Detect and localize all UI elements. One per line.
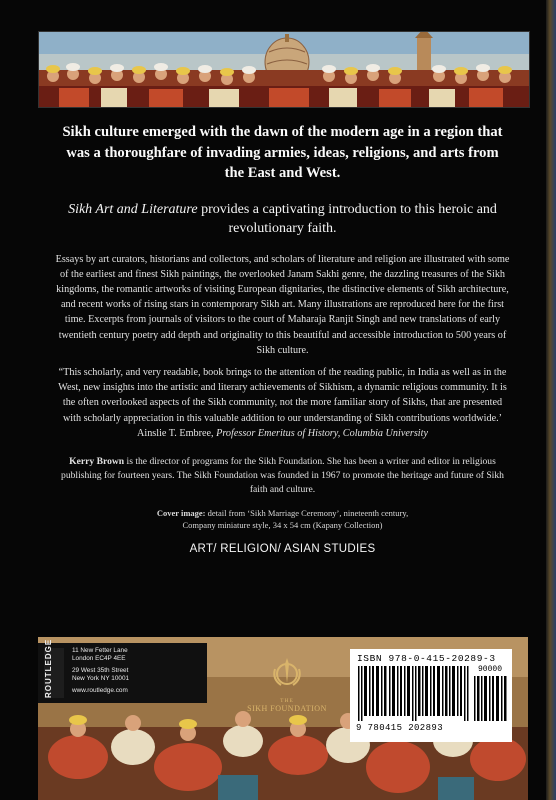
address-uk-line2: London EC4P 4EE [72,655,126,662]
price-barcode-bars [474,676,508,721]
routledge-logo: ROUTLEDGE [44,648,64,698]
lead-paragraph: Sikh culture emerged with the dawn of the modern age in a region that was a thoroughfare of invading armies, ideas, religions, and arts from the East and West. [62,124,503,181]
author-bio-text: is the director of programs for the Sikh Foundation. She has been a writer and editor in religious publishing for fourteen years. The Sikh Foundation was founded in 1967 to promote the heritage and future of Sikh faith and culture. [61,455,504,495]
intro-rest: provides a captivating introduction to this heroic and revolutionary faith. [197,201,497,236]
reviewer-title: Professor Emeritus of History, Columbia University [216,427,428,439]
barcode-digits: 9 780415 202893 [356,723,444,733]
sikh-foundation-logo [246,655,328,713]
address-uk-line1: 11 New Fetter Lane [72,647,128,654]
publisher-imprint [38,638,207,703]
price-code: 90000 [478,665,503,674]
publisher-website: www.routledge.com [72,687,128,694]
top-painting-detail [38,31,530,108]
spine-edge [546,0,556,800]
description-paragraph: Essays by art curators, historians and collectors, and scholars of literature and religion are illustrated with some of the earliest and finest Sikh paintings, the overlooked Janam Sakhi genre, the dazzling treasures of the Sikh kingdoms, the romantic artworks of visiting European dignitaries, the distinctive elements of Sikh architecture, and recent works of rising stars in contemporary Sikh art. Many illustrations are reproduced here for the first time. Excerpts from journals of visitors to the court of Maharaja Ranjit Singh and new translations of early twentieth century poetry add depth and originality to this beautiful and accessible introduction to 500 years of Sikh culture. [55,253,510,356]
khanda-emblem-icon [269,655,305,691]
book-title-italic: Sikh Art and Literature [68,201,198,217]
foundation-the: THE [280,698,294,704]
foundation-name: SIKH FOUNDATION [247,704,327,713]
publisher-address [72,647,129,695]
author-name: Kerry Brown [69,455,125,467]
isbn-barcode [350,649,512,742]
back-cover-text [55,122,510,555]
isbn-text: ISBN 978-0-415-20289-3 [357,653,496,664]
intro-paragraph [55,200,510,238]
top-painting-illustration [39,32,529,107]
cover-image-label: Cover image: [156,507,206,518]
address-us-line2: New York NY 10001 [72,675,130,682]
cover-image-credit [55,507,510,531]
review-quote: “This scholarly, and very readable, book brings to the attention of the reading public, in India as well as in the West, new insights into the artistic and literary achievements of Sikhism, a dynamic religious community. It is the often overlooked aspects of the Sikh community, not the more familiar story of Sikhs, that are presented with scholarly appreciation in this valuable addition to our understanding of Sikh contributions worldwide.’ [58,366,507,424]
author-bio [55,455,510,497]
cover-image-line1: detail from ‘Sikh Marriage Ceremony’, nineteenth century, [205,507,409,518]
address-us-line1: 29 West 35th Street [72,667,129,674]
subject-category: ART/ RELIGION/ ASIAN STUDIES [189,542,376,555]
barcode-bars [358,666,470,721]
reviewer-name: Ainslie T. Embree, [137,427,217,439]
review-attribution [55,426,510,441]
cover-image-line2: Company miniature style, 34 x 54 cm (Kapany Collection) [182,519,383,530]
